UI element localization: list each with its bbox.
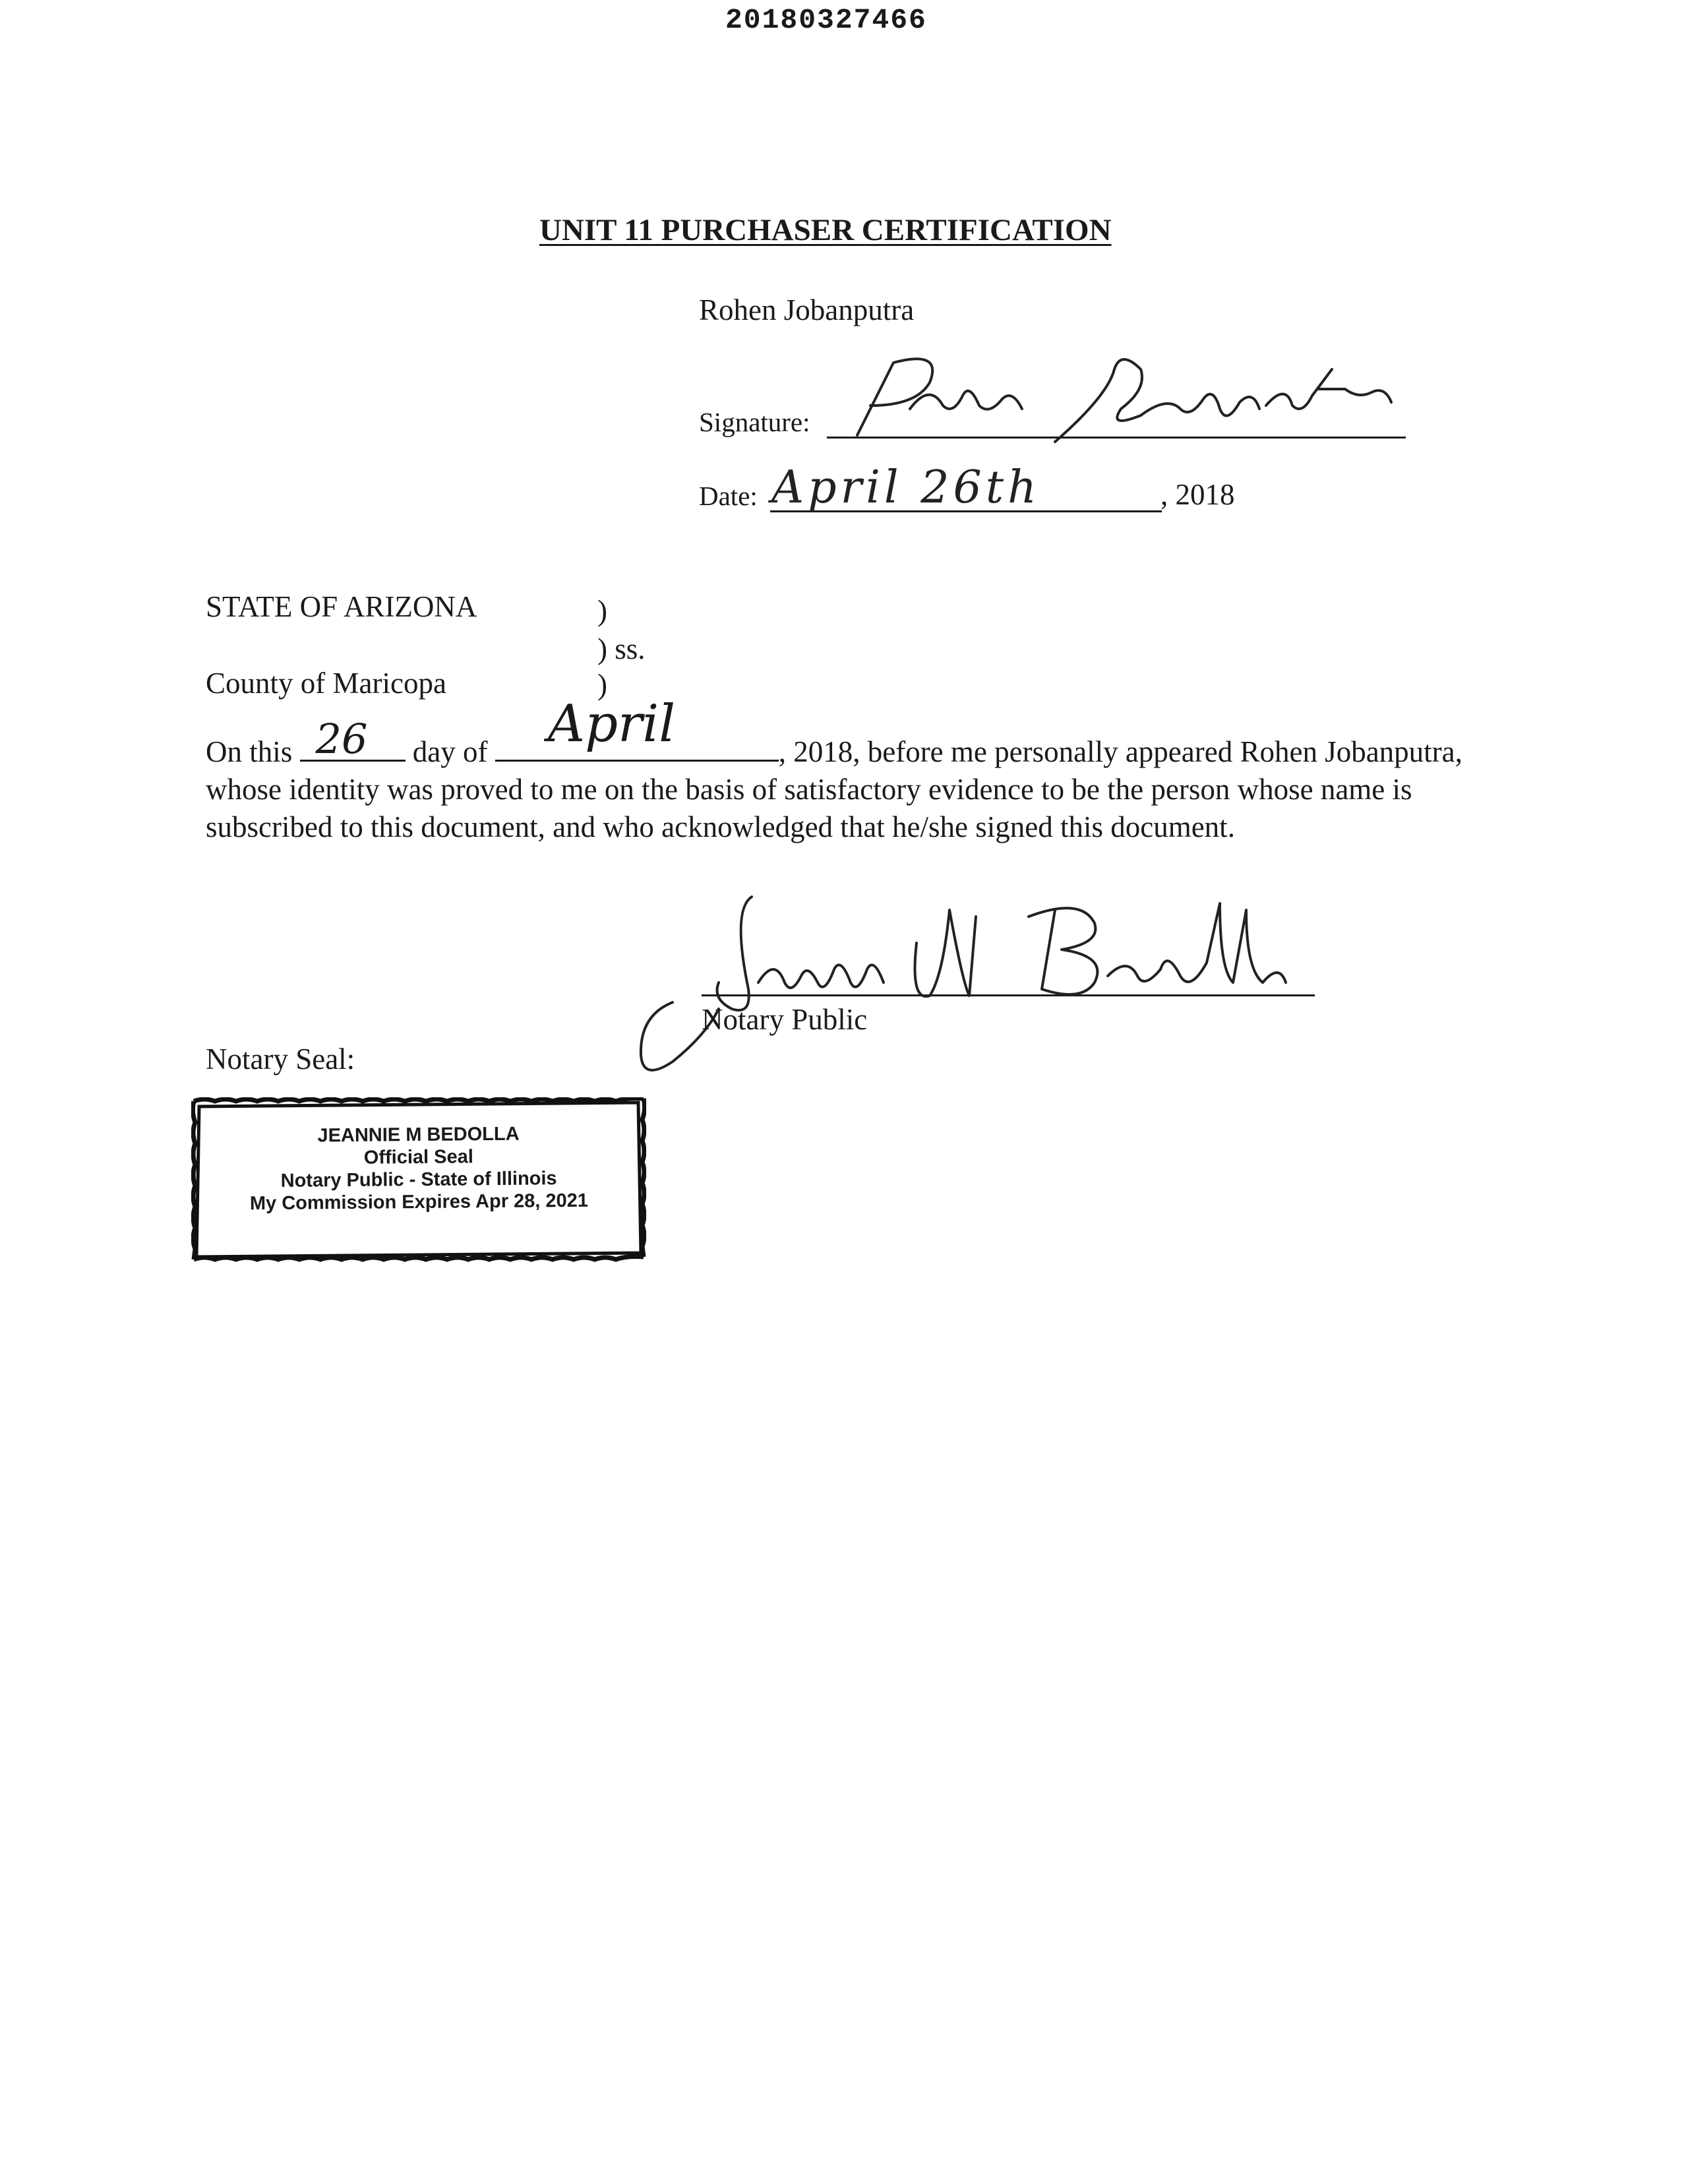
seal-line-notary: Notary Public - State of Illinois xyxy=(280,1168,557,1192)
notary-seal-label: Notary Seal: xyxy=(206,1043,355,1076)
venue-county: County of Maricopa xyxy=(206,667,446,700)
ack-day-blank xyxy=(300,715,406,763)
document-title: UNIT 11 PURCHASER CERTIFICATION xyxy=(539,213,1112,247)
document-number: 20180327466 xyxy=(725,4,927,36)
venue-paren-3: ) xyxy=(597,668,607,701)
date-year: , 2018 xyxy=(1160,478,1235,511)
acknowledgment-paragraph xyxy=(206,694,1492,846)
ack-day-handwritten: 26 xyxy=(315,715,368,763)
notary-public-label: Notary Public xyxy=(702,1003,868,1036)
ack-month-handwritten: April xyxy=(547,694,676,754)
notary-seal-text xyxy=(191,1122,646,1215)
notary-signature xyxy=(633,884,1306,1081)
venue-state: STATE OF ARIZONA xyxy=(206,590,477,623)
venue-paren-1: ) xyxy=(597,594,607,627)
date-handwritten: April 26th xyxy=(771,462,1040,514)
ack-month-blank xyxy=(495,694,779,762)
venue-ss: ) ss. xyxy=(597,632,646,665)
seal-line-official: Official Seal xyxy=(363,1146,473,1168)
signature-label: Signature: xyxy=(699,407,810,437)
purchaser-name: Rohen Jobanputra xyxy=(699,293,915,326)
ack-rest: , 2018, before me personally appeared Rohen Jobanputra, whose identity was proved to me on the basis of satisfactory evidence to be the person whose name is subscribed to this document, and who acknowledged that he/she signed this document. xyxy=(206,735,1462,843)
ack-day-of: day of xyxy=(412,735,488,768)
ack-prefix: On this xyxy=(206,735,293,768)
date-label: Date: xyxy=(699,481,758,511)
seal-line-expires: My Commission Expires Apr 28, 2021 xyxy=(249,1190,589,1215)
purchaser-signature xyxy=(831,343,1411,448)
seal-line-name: JEANNIE M BEDOLLA xyxy=(317,1123,520,1147)
notary-seal-stamp xyxy=(191,1097,646,1262)
